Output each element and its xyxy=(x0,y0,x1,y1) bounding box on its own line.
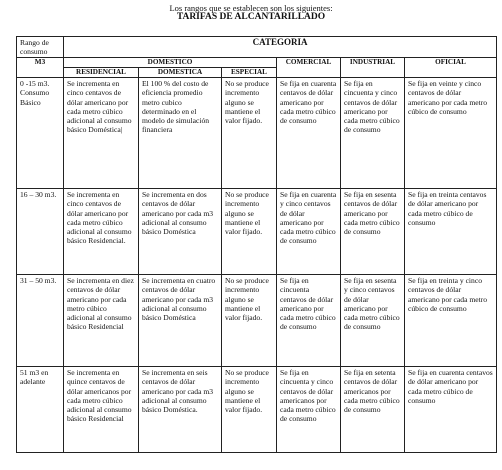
cell-domestica: El 100 % del costo de eficiencia promedio metro cubico determinado en el modelo de simulación financiera xyxy=(139,78,222,189)
cell-industrial: Se fija en sesenta centavos de dólar americano por cada metro cúbico de consumo xyxy=(341,189,405,275)
cell-especial: No se produce incremento alguno se mantiene el valor fijado. xyxy=(222,189,277,275)
header-rango: Rango de consumo xyxy=(17,37,64,58)
cell-domestica: Se incrementa en dos centavos de dólar americano por cada m3 adicional al consumo básico Doméstica xyxy=(139,189,222,275)
table-row xyxy=(17,275,497,367)
cell-residencial: Se incrementa en cinco centavos de dólar americano por cada metro cúbico adicional al consumo básico Residencial. xyxy=(64,189,139,275)
header-industrial: INDUSTRIAL xyxy=(341,58,405,78)
header-residencial: RESIDENCIAL xyxy=(64,68,139,78)
cell-oficial: Se fija en treinta y cinco centavos de dólar americano por cada metro cúbico de consumo xyxy=(405,275,497,367)
cell-rango: 31 – 50 m3. xyxy=(17,275,64,367)
header-comercial: COMERCIAL xyxy=(277,58,341,78)
document-title: TARIFAS DE ALCANTARILLADO xyxy=(176,12,326,22)
header-domestico: DOMESTICO xyxy=(64,58,277,68)
cell-oficial: Se fija en cuarenta centavos de dólar americano por cada metro cúbico de consumo xyxy=(405,367,497,453)
cell-especial: No se produce incremento alguno se mantiene el valor fijado. xyxy=(222,367,277,453)
cell-rango: 16 – 30 m3. xyxy=(17,189,64,275)
cell-domestica: Se incrementa en cuatro centavos de dólar americano por cada m3 adicional al consumo básico Doméstica xyxy=(139,275,222,367)
intro-text: Los rangos que se establecen son los siguientes: xyxy=(169,3,333,13)
cell-comercial: Se fija en cincuenta y cinco centavos de dólar americanos por cada metro cúbico de consumo xyxy=(277,367,341,453)
table-row xyxy=(17,367,497,453)
cell-comercial: Se fija en cuarenta centavos de dólar americano por cada metro cúbico de consumo xyxy=(277,78,341,189)
cell-oficial: Se fija en veinte y cinco centavos de dólar americano por cada metro cúbico de consumo xyxy=(405,78,497,189)
cell-especial: No se produce incremento alguno se mantiene el valor fijado. xyxy=(222,275,277,367)
cell-domestica: Se incrementa en seis centavos de dólar americano por cada m3 adicional al consumo básico Doméstica. xyxy=(139,367,222,453)
cell-especial: No se produce incremento alguno se mantiene el valor fijado. xyxy=(222,78,277,189)
header-domestica: DOMESTICA xyxy=(139,68,222,78)
cell-residencial: Se incrementa en quince centavos de dólar americanos por cada metro cúbico adicional al consumo básico Residencial xyxy=(64,367,139,453)
table-row xyxy=(17,189,497,275)
header-m3: M3 xyxy=(17,58,64,78)
cell-rango: 0 -15 m3. Consumo Básico xyxy=(17,78,64,189)
header-row-2 xyxy=(17,58,497,68)
cell-residencial: Se incrementa en cinco centavos de dólar americano por cada metro cúbico adicional al consumo básico Doméstica| xyxy=(64,78,139,189)
header-categoria: CATEGORIA xyxy=(64,37,497,58)
tariff-table xyxy=(16,36,497,453)
header-row-1 xyxy=(17,37,497,58)
cell-residencial: Se incrementa en diez centavos de dólar americano por cada metro cúbico adicional al consumo básico Residencial xyxy=(64,275,139,367)
cell-industrial: Se fija en cincuenta y cinco centavos de dólar americano por cada metro cúbico de consumo xyxy=(341,78,405,189)
cell-industrial: Se fija en setenta centavos de dólar americanos por cada metro cúbico de consumo xyxy=(341,367,405,453)
header-especial: ESPECIAL xyxy=(222,68,277,78)
cell-rango: 51 m3 en adelante xyxy=(17,367,64,453)
cell-comercial: Se fija en cincuenta centavos de dólar americano por cada metro cúbico de consumo xyxy=(277,275,341,367)
cell-oficial: Se fija en treinta centavos de dólar americano por cada metro cúbico de consumo xyxy=(405,189,497,275)
header-oficial: OFICIAL xyxy=(405,58,497,78)
table-row xyxy=(17,78,497,189)
cell-comercial: Se fija en cuarenta y cinco centavos de dólar americano por cada metro cúbico de consumo xyxy=(277,189,341,275)
cell-industrial: Se fija en sesenta y cinco centavos de dólar americano por cada metro cúbico de consumo xyxy=(341,275,405,367)
